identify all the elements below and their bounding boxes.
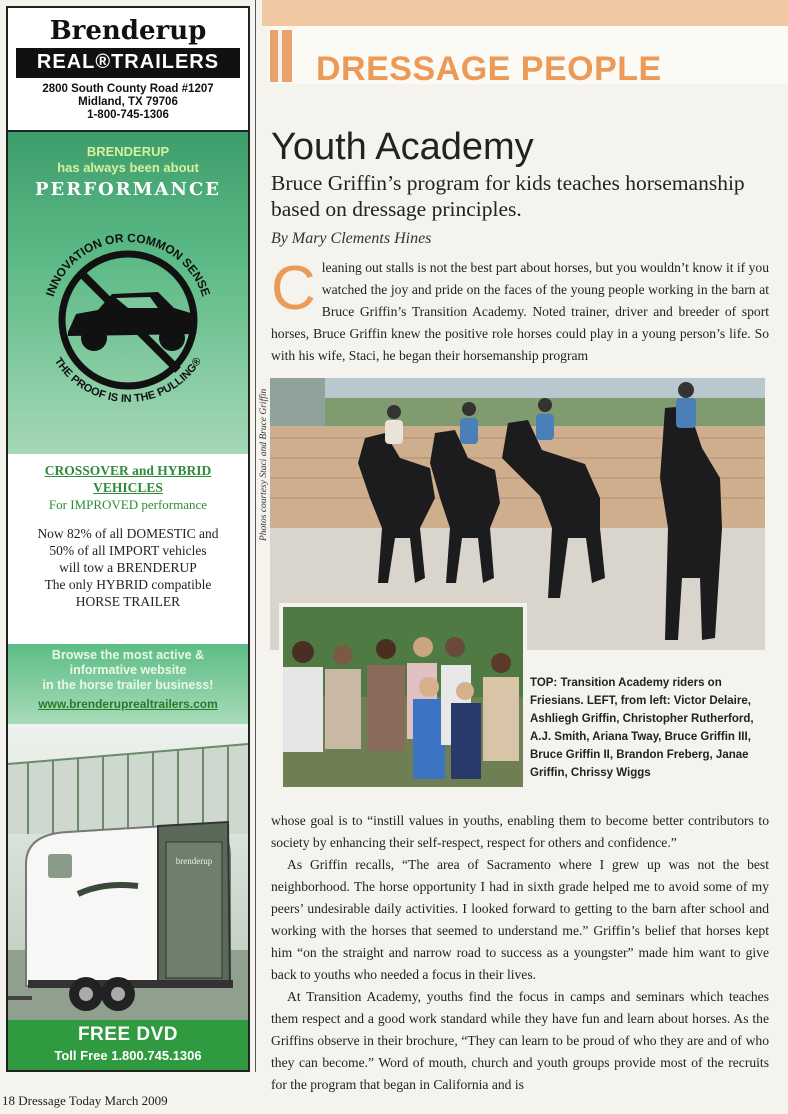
ad-website-panel	[8, 644, 248, 724]
performance-heading: PERFORMANCE	[34, 179, 222, 200]
ad-tagline: BRENDERUP has always been about	[57, 144, 199, 175]
brand-logo: Brenderup	[49, 16, 207, 46]
article-lead-paragraph: Cleaning out stalls is not the best part about horses, but you wouldn’t know it if you watched the joy and pride on the faces of the young people working in the barn at Bruce Griffin’s Transition Academy. Noted trainer, driver and breeder of sport horses, Bruce Griffin knew the positive role horses could play in a young person’s life. So with his wife, Staci, he began their horsemanship program	[271, 254, 769, 363]
toll-free-number: Toll Free 1.800.745.1306	[54, 1048, 202, 1063]
ad-address: 2800 South County Road #1207 Midland, TX 79706 1-800-745-1306	[42, 83, 214, 121]
real-trailers-bar: REAL®TRAILERS	[16, 48, 240, 78]
brenderup-advertisement	[6, 6, 250, 1072]
section-title: DRESSAGE PEOPLE	[316, 50, 662, 88]
article-subtitle: Bruce Griffin’s program for kids teaches horsemanship based on dressage principles.	[271, 171, 745, 221]
byline: By Mary Clements Hines	[271, 230, 432, 247]
photo-credit: Photos courtesy Staci and Bruce Griffin	[259, 388, 269, 541]
emblem-top-text: INNOVATION OR COMMON SENSE	[42, 230, 214, 299]
group-photo-illustration	[283, 607, 523, 787]
crossover-heading: CROSSOVER and HYBRID VEHICLES	[44, 463, 212, 495]
no-car-emblem-icon	[28, 220, 228, 420]
trailer-logo: brenderup	[175, 856, 213, 866]
drop-cap: C	[271, 254, 316, 323]
article-paragraph: As Griffin recalls, “The area of Sacramento where I grew up was not the best neighborhood. The horse opportunity I had in sixth grade helped me to avoid some of my peers’ undesirable daily activities. I looked forward to getting to the barn after school and working with the horses that seemed to understand me.” Griffin’s belief that horses kept him “on the straight and narrow road to success as a youngster” made him want to give back to youths who needed a focus in their lives.	[271, 857, 769, 982]
top-color-band	[262, 0, 788, 26]
emblem-bottom-text: THE PROOF IS IN THE PULLING®	[51, 355, 205, 406]
article-paragraph: whose goal is to “instill values in youths, enabling them to become better contributors to society by enhancing their self-respect, respect for others and confidence.”	[271, 813, 769, 850]
photo-caption: TOP: Transition Academy riders on Friesians. LEFT, from left: Victor Delaire, Ashliegh Griffin, Christopher Rutherford, A.J. Smith, Ariana Tway, Bruce Griffin III, Bruce Griffin II, Brandon Freberg, Janae Griffin, Chrissy Wiggs	[530, 677, 754, 779]
ad-performance-panel	[8, 132, 248, 454]
group-photo	[279, 603, 527, 791]
vehicle-stats: Now 82% of all DOMESTIC and 50% of all IMPORT vehicles will tow a BRENDERUP The only HYBRID compatible HORSE TRAILER	[37, 526, 219, 609]
browse-text: Browse the most active & informative website in the horse trailer business!	[42, 648, 214, 692]
article-title: Youth Academy	[271, 126, 534, 168]
free-dvd-panel	[8, 1020, 248, 1070]
ad-hybrid-panel	[8, 454, 248, 644]
horse-trailer-illustration	[8, 724, 248, 1024]
ad-header	[8, 8, 248, 132]
trailer-photo	[8, 724, 248, 1024]
website-link[interactable]: www.brenderuprealtrailers.com	[38, 697, 218, 711]
article-body	[271, 810, 769, 1096]
page-folio: 18 Dressage Today March 2009	[2, 1093, 168, 1108]
improved-performance: For IMPROVED performance	[48, 497, 208, 512]
article-paragraph: At Transition Academy, youths find the focus in camps and seminars which teaches them respect and a good work standard while they have fun and learn about horses. As the Griffins observe in their brochure, “They can learn to be proud of who they are and of who they can become.” Word of mouth, church and youth groups provide most of the recruits for the program that began in California and is	[271, 989, 769, 1092]
free-dvd: FREE DVD	[77, 1024, 179, 1045]
